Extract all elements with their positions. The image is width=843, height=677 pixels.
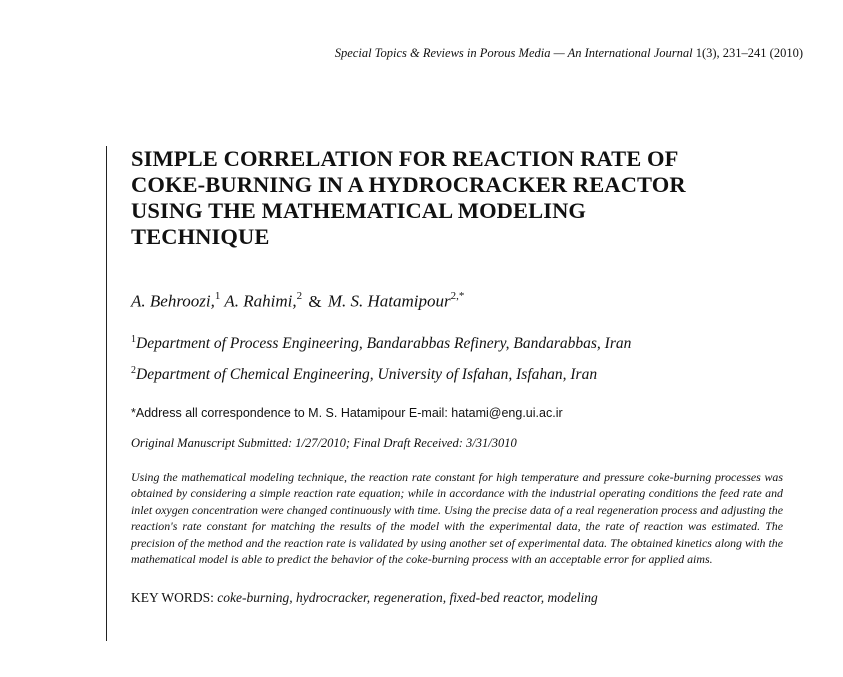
affiliation: [131, 326, 787, 357]
article-front-matter: [131, 146, 787, 607]
affiliation-mark: 1: [131, 333, 136, 345]
affiliation: [131, 357, 787, 388]
author-affiliation-mark: 1: [214, 290, 221, 302]
journal-header: [335, 46, 803, 61]
author-list: [131, 286, 787, 313]
journal-name: Special Topics & Reviews in Porous Media — An International Journal: [334, 46, 693, 60]
title-line: USING THE MATHEMATICAL MODELING: [131, 198, 587, 223]
manuscript-dates: Original Manuscript Submitted: 1/27/2010; Final Draft Received: 3/31/3010: [131, 435, 517, 450]
journal-citation: 1(3), 231–241 (2010): [695, 46, 803, 60]
affiliation-text: Department of Process Engineering, Bandarabbas Refinery, Bandarabbas, Iran: [136, 334, 632, 352]
author-name: A. Behroozi,: [131, 291, 215, 311]
affiliation-text: Department of Chemical Engineering, University of Isfahan, Isfahan, Iran: [136, 365, 598, 383]
left-margin-rule: [106, 146, 107, 641]
title-line: COKE-BURNING IN A HYDROCRACKER REACTOR: [131, 172, 686, 197]
title-line: TECHNIQUE: [131, 224, 270, 249]
affiliation-mark: 2: [131, 364, 136, 376]
author-name: A. Rahimi,: [224, 291, 297, 311]
author-affiliation-mark: 2,*: [450, 290, 465, 302]
title-line: SIMPLE CORRELATION FOR REACTION RATE OF: [131, 146, 679, 171]
correspondence-note: *Address all correspondence to M. S. Hatamipour E-mail: hatami@eng.ui.ac.ir: [131, 405, 563, 420]
paper-title: [131, 146, 761, 250]
keywords-list: coke-burning, hydrocracker, regeneration, fixed-bed reactor, modeling: [217, 589, 598, 605]
author-separator: &: [308, 291, 322, 311]
author-name: M. S. Hatamipour: [327, 291, 451, 311]
keywords-label: KEY WORDS:: [131, 589, 214, 605]
affiliation-list: [131, 326, 787, 388]
keywords: [131, 589, 787, 607]
abstract: Using the mathematical modeling technique, the reaction rate constant for high temperature and pressure coke-burning processes was obtained by considering a simple reaction rate equation; while in accordance with the industrial operating conditions the feed rate and inlet oxygen concentration were changed continuously with time. Using the precise data of a real regeneration process and adjusting the reaction's rate constant for matching the results of the model with the experimental data, the rate of reaction was estimated. The precision of the method and the reaction rate is validated by using another set of experimental data. The obtained kinetics along with the mathematical model is able to predict the behavior of the coke-burning process with an acceptable error for applied aims.: [131, 469, 783, 567]
author-affiliation-mark: 2: [296, 290, 303, 302]
